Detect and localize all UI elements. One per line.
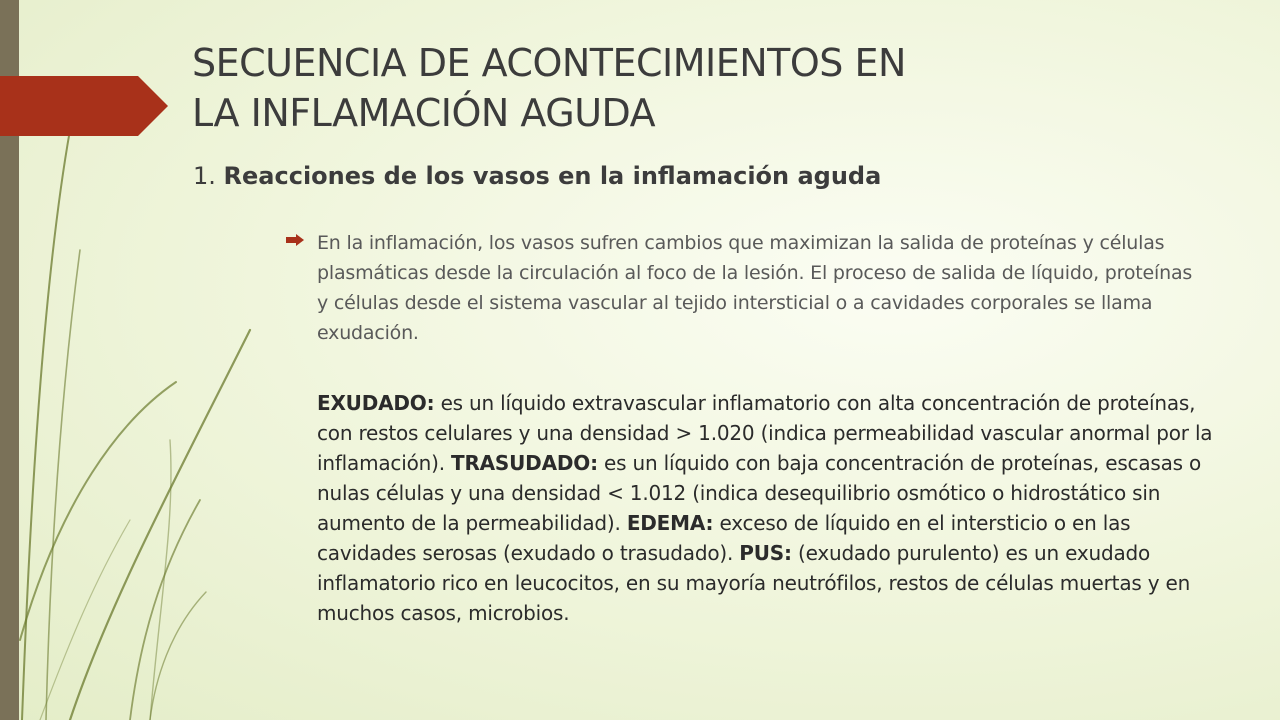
accent-arrow-shape xyxy=(0,76,168,136)
definition-text: exceso de líquido en el intersticio o en las cavidades serosas (exudado o trasudado). xyxy=(317,511,1131,565)
definitions-paragraph xyxy=(317,388,1217,628)
subtitle-number: 1. xyxy=(193,162,216,190)
definition-text: es un líquido con baja concentración de proteínas, escasas o nulas células y una densidad < 1.012 (indica desequilibrio osmótico o hidrostático sin aumento de la permeabilidad). xyxy=(317,451,1202,535)
bullet-text: En la inflamación, los vasos sufren cambios que maximizan la salida de proteínas y células plasmáticas desde la circulación al foco de la lesión. El proceso de salida de líquido, proteínas y células desde el sistema vascular al tejido intersticial o a cavidades corporales se llama exudación. xyxy=(317,232,1193,344)
definition-term: EXUDADO: xyxy=(317,391,435,415)
title-line-1: SECUENCIA DE ACONTECIMIENTOS EN xyxy=(192,41,906,85)
subtitle-text: Reacciones de los vasos en la inflamación aguda xyxy=(223,162,882,190)
definition-term: PUS: xyxy=(739,541,792,565)
definition-text: (exudado purulento) es un exudado inflamatorio rico en leucocitos, en su mayoría neutrófilos, restos de células muertas y en muchos casos, microbios. xyxy=(317,541,1191,625)
section-subtitle xyxy=(193,160,1193,192)
slide-title xyxy=(192,38,1192,138)
definition-term: TRASUDADO: xyxy=(451,451,598,475)
definition-text: es un líquido extravascular inflamatorio con alta concentración de proteínas, con restos celulares y una densidad > 1.020 (indica permeabilidad vascular anormal por la inflamación). xyxy=(317,391,1213,475)
definition-term: EDEMA: xyxy=(626,511,714,535)
title-line-2: LA INFLAMACIÓN AGUDA xyxy=(192,91,656,135)
arrow-right-bullet-icon xyxy=(286,234,304,246)
